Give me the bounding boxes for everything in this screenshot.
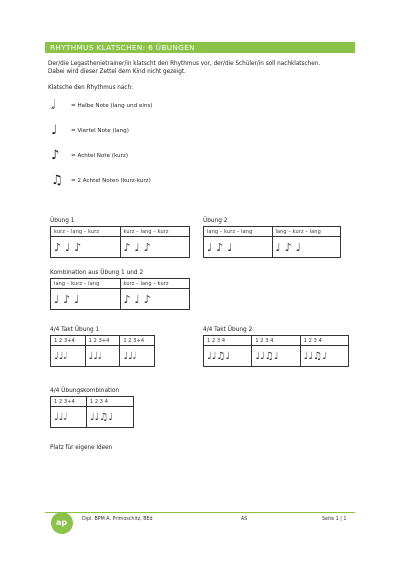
legend-text: = Viertel Note (lang) [71, 128, 129, 134]
rhythm-notes: ♩♩♫♩ [300, 346, 348, 367]
intro-line-1: Der/die Legasthenietrainer/in klatscht den Rhythmus vor, der/die Schüler/in soll nachklatschen. [48, 61, 321, 67]
rhythm-header: kurz – lang – kurz [51, 227, 121, 237]
instruction-text: Klatsche den Rhythmus nach: [48, 85, 133, 91]
rhythm-header: kurz – lang – kurz [120, 279, 190, 289]
footer-code: AS [241, 517, 248, 522]
exercise-title: 4/4 Takt Übung 2 [203, 327, 253, 333]
rhythm-header: lang – kurz – lang [204, 227, 273, 237]
page-title: RHYTHMUS KLATSCHEN: 6 ÜBUNGEN [45, 42, 355, 53]
logo [51, 512, 73, 534]
rhythm-header: 1 2 3 4 [204, 336, 252, 346]
exercise-title: Übung 1 [50, 218, 75, 224]
exercise-title: Kombination aus Übung 1 und 2 [50, 270, 144, 276]
legend-text: = 2 Achtel Noten (kurz-kurz) [71, 178, 151, 184]
rhythm-notes: ♩♩♫♩ [252, 346, 300, 367]
rhythm-notes: ♪♩♪ [120, 237, 190, 258]
rhythm-notes: ♩♩𝅗𝅥 [120, 346, 155, 367]
exercise-title: Übung 2 [203, 218, 228, 224]
legend-quarter-note [48, 123, 248, 143]
rhythm-notes: ♩♪♩ [51, 289, 121, 310]
rhythm-header: 1 2 3+4 [51, 336, 86, 346]
rhythm-header: kurz – lang – kurz [120, 227, 190, 237]
half-note-icon: 𝅗𝅥 [51, 98, 56, 113]
rhythm-notes: ♪♩♪ [51, 237, 121, 258]
rhythm-notes: ♩♩𝅗𝅥 [51, 407, 87, 428]
footer-divider [45, 512, 355, 513]
rhythm-header: lang – kurz – lang [51, 279, 121, 289]
rhythm-notes: ♩♩♫♩ [86, 407, 133, 428]
beamed-eighths-icon: ♫ [51, 173, 63, 188]
rhythm-notes: ♩♪♩ [272, 237, 341, 258]
eighth-note-icon: ♪ [51, 148, 60, 163]
exercise-title: 4/4 Takt Übung 1 [50, 327, 100, 333]
legend-text: = Achtel Note (kurz) [71, 153, 129, 159]
footer-page: Seite 1 | 1 [322, 517, 347, 522]
rhythm-notes: ♩♪♩ [204, 237, 273, 258]
rhythm-notes: ♩♩𝅗𝅥 [51, 346, 86, 367]
exercise-title: 4/4 Übungskombination [50, 388, 120, 394]
rhythm-header: lang – kurz – lang [272, 227, 341, 237]
logo-text: ap [56, 518, 68, 527]
rhythm-header: 1 2 3+4 [120, 336, 155, 346]
rhythm-header: 1 2 3 4 [300, 336, 348, 346]
quarter-note-icon: ♩ [51, 123, 58, 138]
rhythm-header: 1 2 3 4 [86, 397, 133, 407]
legend-eighth-note [48, 148, 248, 168]
ideas-label: Platz für eigene Ideen [50, 445, 113, 451]
rhythm-header: 1 2 3+4 [85, 336, 120, 346]
legend-half-note [48, 98, 248, 118]
legend-text: = Halbe Note (lang und eins) [71, 103, 153, 109]
rhythm-header: 1 2 3+4 [51, 397, 87, 407]
rhythm-notes: ♪♩♪ [120, 289, 190, 310]
intro-line-2: Dabei wird dieser Zettel dem Kind nicht gezeigt. [48, 69, 186, 75]
rhythm-notes: ♩♩♫♩ [204, 346, 252, 367]
rhythm-header: 1 2 3 4 [252, 336, 300, 346]
legend-beamed-eighths [48, 173, 248, 193]
rhythm-notes: ♩♩𝅗𝅥 [85, 346, 120, 367]
footer-author: Dipl. BPM A. Primoschitz, BEd [82, 517, 153, 522]
